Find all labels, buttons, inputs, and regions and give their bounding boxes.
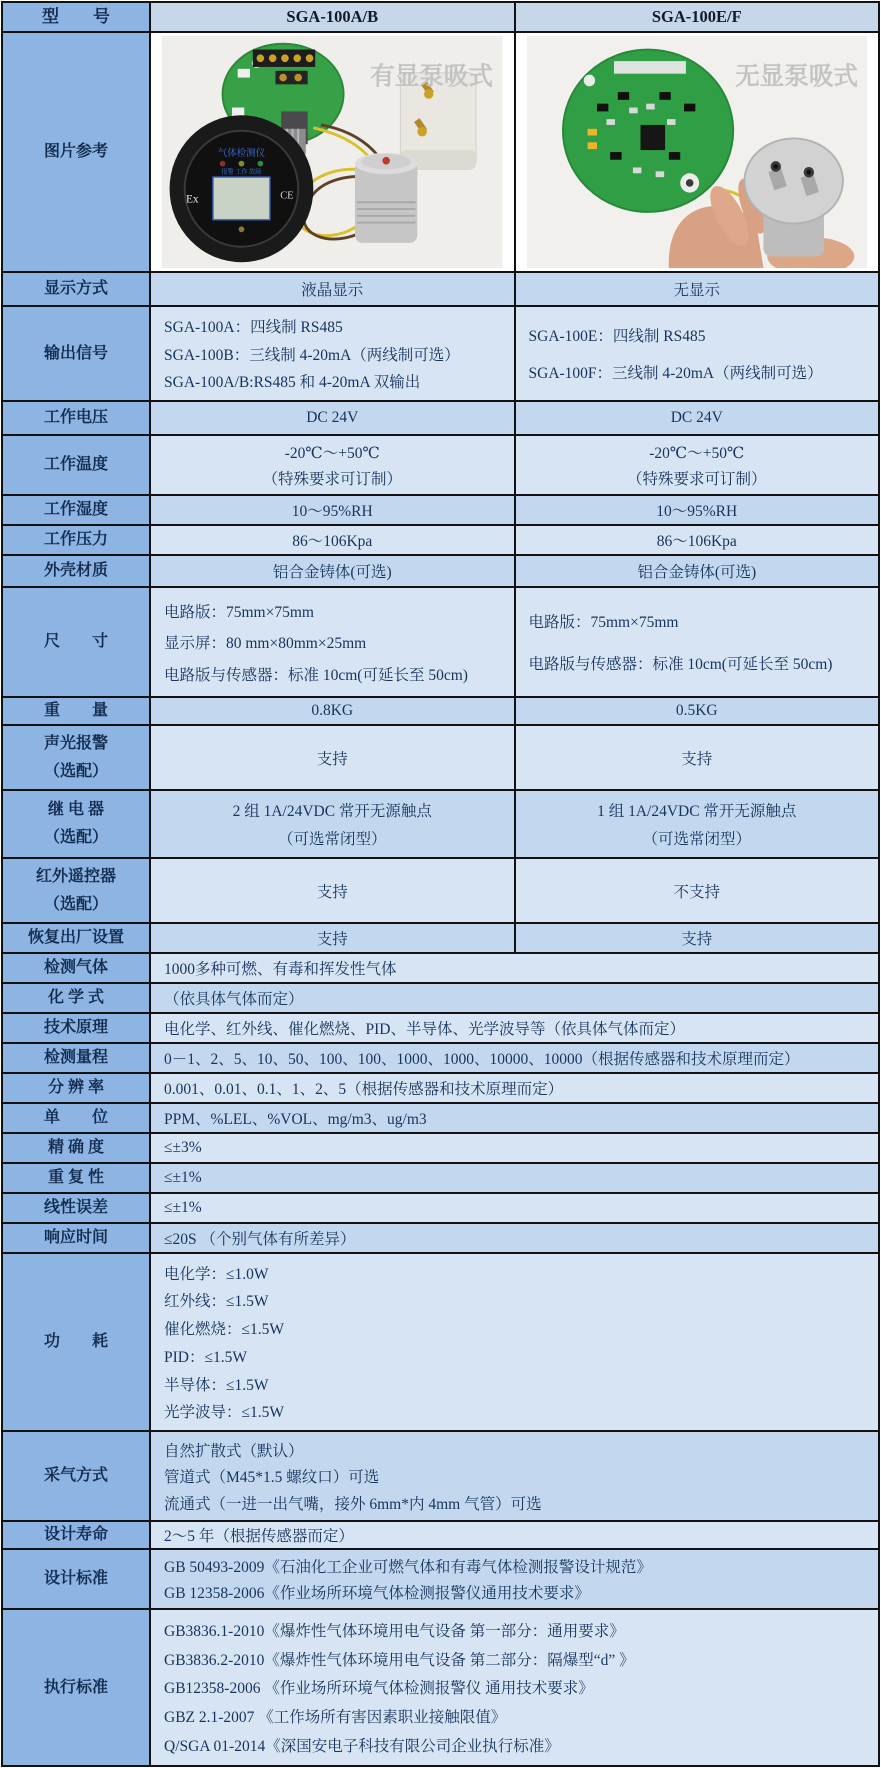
value-right-cell <box>514 273 879 305</box>
value-text: 2～5 年（根据传感器而定） <box>164 1528 354 1545</box>
header-model-label-cell <box>3 3 151 31</box>
spec-row-voltage <box>3 402 878 436</box>
row-label: 输出信号 <box>43 344 108 362</box>
value-text: 不支持 <box>673 883 720 901</box>
spec-row-design-lifetime <box>3 1522 878 1550</box>
row-label-cell <box>3 791 151 857</box>
cell-line: 电路版：75mm×75mm <box>164 603 314 621</box>
cell-line: 光学波导：≤1.5W <box>164 1404 285 1422</box>
value-text: 10～95%RH <box>656 503 738 520</box>
header-model-label: 型 号 <box>42 7 110 27</box>
value-right-cell <box>514 726 879 789</box>
value-text: 0.001、0.01、0.1、1、2、5（根据传感器和技术原理而定） <box>164 1081 564 1098</box>
value-span-cell <box>151 1104 878 1132</box>
row-label: 技术原理 <box>43 1019 108 1036</box>
cell-line: 电路版：75mm×75mm <box>528 614 679 631</box>
cell-line: 2 组 1A/24VDC 常开无源触点 <box>232 803 432 820</box>
row-label-cell <box>3 924 151 952</box>
cell-line: SGA-100F：三线制 4-20mA（两线制可选） <box>528 365 823 382</box>
value-right-cell <box>514 526 879 554</box>
row-label: 工作湿度 <box>43 501 108 518</box>
value-text: 0－1、2、5、10、50、100、100、1000、1000、10000、10000（根据传感器和技术原理而定） <box>164 1051 800 1068</box>
row-label-cell <box>3 1522 151 1548</box>
spec-row-detected-gases <box>3 954 878 984</box>
value-left-cell <box>151 924 514 952</box>
spec-row-execution-standards <box>3 1610 878 1765</box>
value-right-cell <box>514 307 879 400</box>
row-label-cell <box>3 954 151 982</box>
value-left-cell <box>151 402 514 434</box>
cell-line: SGA-100A：四线制 RS485 <box>164 318 343 336</box>
spec-row-resolution <box>3 1074 878 1104</box>
value-text: （依具体气体而定） <box>164 991 304 1008</box>
row-label-cell <box>3 1254 151 1430</box>
value-text: ≤±1% <box>164 1169 202 1186</box>
cell-line: -20℃～+50℃ <box>284 445 380 463</box>
photo-row-label-cell <box>3 33 151 271</box>
value-left-cell <box>151 436 514 494</box>
row-label: 声光报警 <box>43 734 108 752</box>
row-label: 检测量程 <box>43 1049 108 1066</box>
value-span-cell <box>151 1550 878 1608</box>
row-label-cell <box>3 984 151 1012</box>
row-label-cell <box>3 1224 151 1252</box>
row-label-cell <box>3 436 151 494</box>
row-label-cell <box>3 402 151 434</box>
row-label-cell <box>3 526 151 554</box>
row-label: 重 量 <box>43 702 108 719</box>
spec-row-relay <box>3 791 878 859</box>
row-label: 执行标准 <box>43 1678 108 1696</box>
spec-row-ir-remote <box>3 859 878 924</box>
cell-line: GB12358-2006 《作业场所环境气体检测报警仪 通用技术要求》 <box>164 1680 594 1698</box>
row-label-cell <box>3 273 151 305</box>
cell-line: （可选常闭型） <box>642 831 751 848</box>
cell-line: GBZ 2.1-2007 《工作场所有害因素职业接触限值》 <box>164 1709 507 1727</box>
value-left-cell <box>151 526 514 554</box>
spec-row-design-standards <box>3 1550 878 1610</box>
silver-sensor <box>355 153 417 243</box>
spec-row-temperature <box>3 436 878 496</box>
cell-line: SGA-100B：三线制 4-20mA（两线制可选） <box>164 346 460 364</box>
value-right-cell <box>514 402 879 434</box>
cell-line: GB 12358-2006《作业场所环境气体检测报警仪通用技术要求》 <box>164 1584 590 1602</box>
row-label: 工作电压 <box>43 409 108 426</box>
cell-line: 半导体：≤1.5W <box>164 1376 269 1394</box>
spec-row-gas-sampling-method <box>3 1432 878 1522</box>
value-right-cell <box>514 924 879 952</box>
row-label: 功 耗 <box>43 1333 108 1350</box>
product-photo-with-display <box>162 36 503 268</box>
row-label-cell <box>3 588 151 696</box>
row-label-cell <box>3 1432 151 1520</box>
photo-sga100ef <box>514 33 879 271</box>
value-left-cell <box>151 273 514 305</box>
spec-row-detection-range <box>3 1044 878 1074</box>
value-text: PPM、%LEL、%VOL、mg/m3、ug/m3 <box>164 1111 427 1128</box>
row-label-sub: （选配） <box>43 829 108 846</box>
row-label: 尺 寸 <box>43 633 108 650</box>
row-label-cell <box>3 1014 151 1042</box>
spec-row-output-signal <box>3 307 878 402</box>
header-row <box>3 3 878 33</box>
row-label: 设计标准 <box>43 1570 108 1587</box>
cell-line: 电化学：≤1.0W <box>164 1265 269 1283</box>
cell-line: 1 组 1A/24VDC 常开无源触点 <box>597 803 797 820</box>
spec-row-shell-material <box>3 556 878 588</box>
cell-line: 管道式（M45*1.5 螺纹口）可选 <box>164 1469 380 1486</box>
gauge-device <box>170 115 314 262</box>
value-left-cell <box>151 307 514 400</box>
row-label: 检测气体 <box>43 959 108 976</box>
row-label-cell <box>3 1104 151 1132</box>
gas-detector-spec-table <box>1 1 880 1767</box>
spec-row-factory-reset <box>3 924 878 954</box>
value-left-cell <box>151 791 514 857</box>
row-label: 重 复 性 <box>47 1169 104 1186</box>
cell-line: 催化燃烧：≤1.5W <box>164 1321 285 1339</box>
row-label-cell <box>3 726 151 789</box>
row-label: 化 学 式 <box>47 989 104 1006</box>
row-label-cell <box>3 1550 151 1608</box>
cell-line: 显示屏：80 mm×80mm×25mm <box>164 635 367 652</box>
value-text: 支持 <box>681 750 713 768</box>
cell-line: （可选常闭型） <box>277 831 387 848</box>
cell-line: GB 50493-2009《石油化工企业可燃气体和有毒气体检测报警设计规范》 <box>164 1559 652 1577</box>
gauge-led-labels: 报警 工作 故障 <box>221 168 262 176</box>
value-text: 无显示 <box>673 282 720 299</box>
cell-line: 流通式（一进一出气嘴，接外 6mm*内 4mm 气管）可选 <box>164 1495 542 1513</box>
value-text: 铝合金铸体(可选) <box>637 564 757 581</box>
value-right-cell <box>514 496 879 524</box>
spec-row-linearity-error <box>3 1194 878 1224</box>
value-text: 支持 <box>316 883 348 901</box>
row-label: 精 确 度 <box>47 1139 104 1156</box>
value-text: 1000多种可燃、有毒和挥发性气体 <box>164 961 397 978</box>
gauge-lcd <box>213 177 270 220</box>
cell-line: 电路版与传感器：标准 10cm(可延长至 50cm) <box>528 656 833 673</box>
value-left-cell <box>151 698 514 724</box>
row-label-sub: （选配） <box>43 895 108 913</box>
value-right-cell <box>514 698 879 724</box>
cell-line: （特殊要求可订制） <box>262 470 402 488</box>
value-right-cell <box>514 791 879 857</box>
row-label-cell <box>3 698 151 724</box>
spec-row-humidity <box>3 496 878 526</box>
cell-line: GB3836.2-2010《爆炸性气体环境用电气设备 第二部分：隔爆型“d” 》 <box>164 1651 635 1669</box>
value-right-cell <box>514 556 879 586</box>
value-text: 支持 <box>316 931 348 948</box>
row-label-cell <box>3 1074 151 1102</box>
value-text: 电化学、红外线、催化燃烧、PID、半导体、光学波导等（依具体气体而定） <box>164 1021 685 1038</box>
value-span-cell <box>151 984 878 1012</box>
value-text: 10～95%RH <box>291 503 373 520</box>
value-text: DC 24V <box>306 409 359 426</box>
header-model-ef-cell <box>514 3 879 31</box>
value-span-cell <box>151 954 878 982</box>
value-text: 支持 <box>316 750 348 768</box>
value-text: 铝合金铸体(可选) <box>272 564 392 581</box>
header-model-ab-cell <box>151 3 514 31</box>
value-right-cell <box>514 436 879 494</box>
row-label-sub: （选配） <box>43 762 108 780</box>
row-label: 响应时间 <box>43 1229 108 1246</box>
row-label-cell <box>3 556 151 586</box>
pcb-disc <box>562 50 732 212</box>
cell-line: SGA-100E：四线制 RS485 <box>528 328 706 345</box>
value-text: 0.8KG <box>311 702 354 719</box>
value-span-cell <box>151 1224 878 1252</box>
row-label-cell <box>3 1610 151 1765</box>
row-label: 单 位 <box>43 1109 108 1126</box>
row-label-cell <box>3 1044 151 1072</box>
value-span-cell <box>151 1522 878 1548</box>
row-label-cell <box>3 307 151 400</box>
gauge-ex-mark: Ex <box>185 193 199 206</box>
watermark-left-photo: 有显泵吸式 <box>370 63 494 91</box>
spec-row-unit <box>3 1104 878 1134</box>
photo-sga100ab <box>151 33 514 271</box>
value-left-cell <box>151 496 514 524</box>
value-span-cell <box>151 1194 878 1222</box>
gauge-ce-mark: CE <box>280 190 294 202</box>
row-label: 设计寿命 <box>43 1526 108 1543</box>
row-label-cell <box>3 1164 151 1192</box>
row-label: 恢复出厂设置 <box>27 929 124 946</box>
value-span-cell <box>151 1610 878 1765</box>
product-photo-no-display <box>527 36 868 268</box>
value-text: DC 24V <box>670 409 723 426</box>
row-label: 显示方式 <box>43 280 108 297</box>
value-left-cell <box>151 859 514 922</box>
value-span-cell <box>151 1164 878 1192</box>
row-label: 分 辨 率 <box>47 1079 104 1096</box>
spec-row-response-time <box>3 1224 878 1254</box>
value-text: ≤±3% <box>164 1139 202 1156</box>
row-label: 外壳材质 <box>43 562 108 579</box>
spec-row-technical-principle <box>3 1014 878 1044</box>
value-text: 86～106Kpa <box>292 533 373 550</box>
row-label: 线性误差 <box>43 1199 108 1216</box>
row-label: 工作温度 <box>43 456 108 473</box>
spec-row-display-mode <box>3 273 878 307</box>
value-text: 0.5KG <box>675 702 718 719</box>
value-span-cell <box>151 1134 878 1162</box>
value-text: ≤±1% <box>164 1199 202 1216</box>
cell-line: Q/SGA 01-2014《深国安电子科技有限公司企业执行标准》 <box>164 1738 560 1756</box>
value-span-cell <box>151 1254 878 1430</box>
value-left-cell <box>151 726 514 789</box>
value-text: 86～106Kpa <box>656 533 737 550</box>
cell-line: GB3836.1-2010《爆炸性气体环境用电气设备 第一部分：通用要求》 <box>164 1622 625 1640</box>
value-text: 液晶显示 <box>301 282 364 299</box>
photo-row-label: 图片参考 <box>43 143 108 160</box>
photo-row <box>3 33 878 273</box>
cell-line: PID：≤1.5W <box>164 1348 247 1366</box>
header-model-ef: SGA-100E/F <box>651 7 742 26</box>
row-label-cell <box>3 1134 151 1162</box>
value-span-cell <box>151 1044 878 1072</box>
watermark-right-photo: 无显泵吸式 <box>734 63 858 91</box>
cell-line: SGA-100A/B:RS485 和 4-20mA 双输出 <box>164 374 421 392</box>
value-left-cell <box>151 556 514 586</box>
cell-line: 红外线：≤1.5W <box>164 1293 269 1311</box>
spec-row-pressure <box>3 526 878 556</box>
value-right-cell <box>514 588 879 696</box>
row-label: 工作压力 <box>43 531 108 548</box>
value-text: ≤20S （个别气体有所差异） <box>164 1231 356 1248</box>
sensor-red-dot <box>382 157 390 165</box>
row-label: 继 电 器 <box>47 801 104 818</box>
spec-row-accuracy <box>3 1134 878 1164</box>
value-span-cell <box>151 1432 878 1520</box>
spec-row-dimensions <box>3 588 878 698</box>
value-span-cell <box>151 1014 878 1042</box>
cell-line: （特殊要求可订制） <box>626 470 767 488</box>
cell-line: 电路版与传感器：标准 10cm(可延长至 50cm) <box>164 666 468 684</box>
row-label: 采气方式 <box>43 1467 108 1484</box>
spec-row-repeatability <box>3 1164 878 1194</box>
value-text: 支持 <box>681 931 713 948</box>
row-label-cell <box>3 496 151 524</box>
spec-row-audible-visual-alarm <box>3 726 878 791</box>
cell-line: 自然扩散式（默认） <box>164 1442 304 1460</box>
header-model-ab: SGA-100A/B <box>286 7 379 26</box>
value-span-cell <box>151 1074 878 1102</box>
row-label-cell <box>3 1194 151 1222</box>
spec-row-weight <box>3 698 878 726</box>
cell-line: -20℃～+50℃ <box>649 445 745 463</box>
value-right-cell <box>514 859 879 922</box>
gauge-title-text: 气体检测仪 <box>217 147 266 159</box>
row-label: 红外遥控器 <box>35 867 116 885</box>
spec-row-power-consumption <box>3 1254 878 1432</box>
spec-row-chemical-formula <box>3 984 878 1014</box>
row-label-cell <box>3 859 151 922</box>
value-left-cell <box>151 588 514 696</box>
